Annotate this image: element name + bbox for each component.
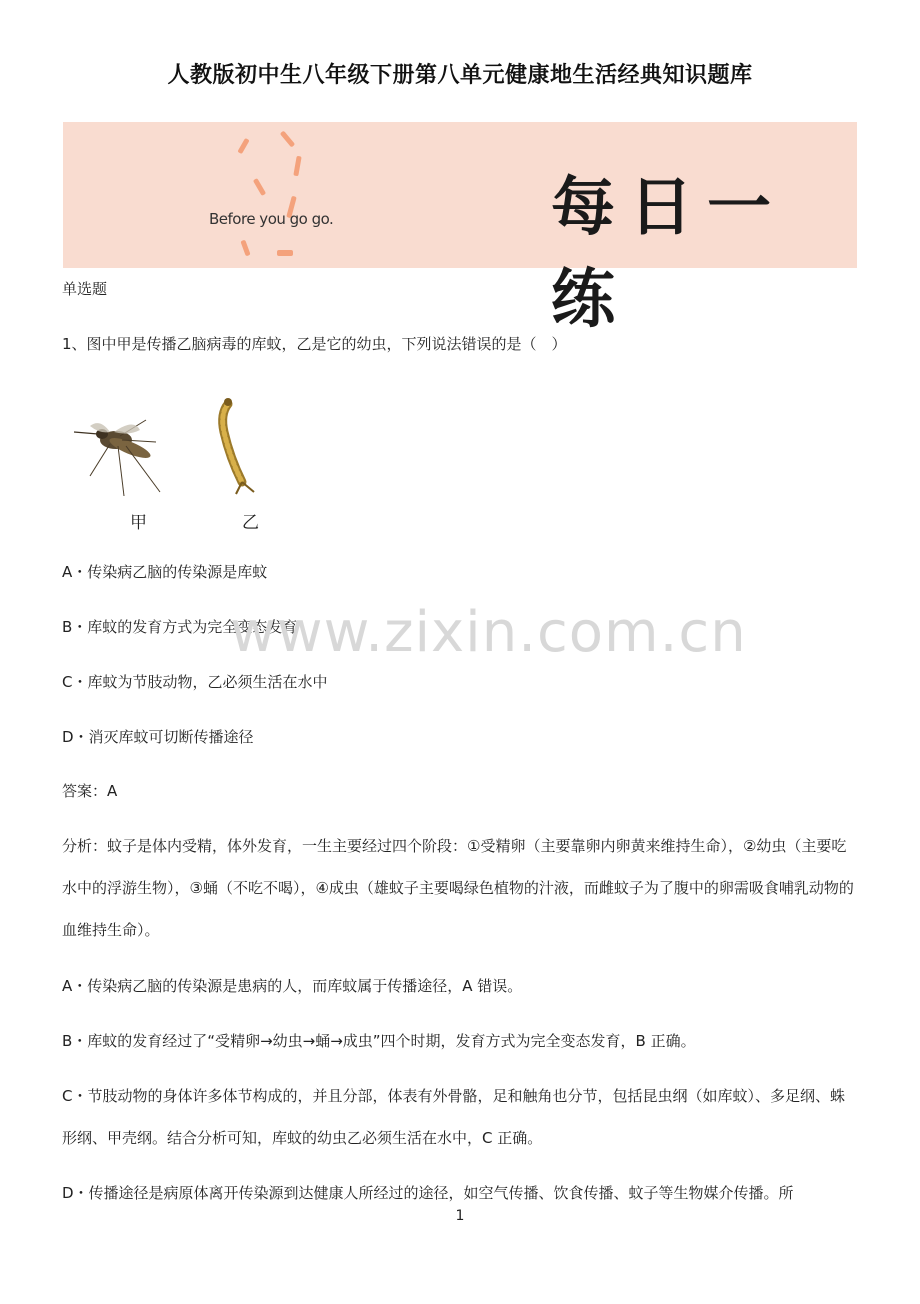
answer-line: 答案：A xyxy=(62,782,118,800)
option-d: D・消灭库蚊可切断传播途径 xyxy=(62,728,254,746)
adult-mosquito-image xyxy=(74,420,160,496)
option-a: A・传染病乙脑的传染源是库蚊 xyxy=(62,563,268,581)
question-figure xyxy=(70,396,300,536)
banner-tagline: Before you go go. xyxy=(209,210,334,228)
analysis-paragraph: 分析：蚊子是体内受精，体外发育，一生主要经过四个阶段：①受精卵（主要靠卵内卵黄来维持生命），②幼虫（主要吃水中的浮游生物），③蛹（不吃不喝），④成虫（雄蚊子主要喝绿色植物的汁液，而雌蚊子为了腹中的卵需吸食哺乳动物的血维持生命）。 xyxy=(62,837,854,939)
banner-decoration xyxy=(240,240,250,257)
analysis-item-b: B・库蚊的发育经过了“受精卵→幼虫→蛹→成虫”四个时期，发育方式为完全变态发育，B 正确。 xyxy=(62,1032,696,1050)
watermark: www.zixin.com.cn xyxy=(230,600,747,665)
mosquito-figure xyxy=(70,396,300,506)
question-stem: 1、图中甲是传播乙脑病毒的库蚊，乙是它的幼虫，下列说法错误的是（ ） xyxy=(62,335,567,353)
option-b: B・库蚊的发育方式为完全变态发育 xyxy=(62,618,298,636)
page-number: 1 xyxy=(455,1208,465,1224)
banner-decoration xyxy=(277,250,293,256)
analysis-item-c: C・节肢动物的身体许多体节构成的，并且分部，体表有外骨骼，足和触角也分节，包括昆虫纲（如库蚊）、多足纲、蛛形纲、甲壳纲。结合分析可知，库蚊的幼虫乙必须生活在水中，C 正确。 xyxy=(62,1087,845,1147)
figure-label-yi: 乙 xyxy=(242,513,259,533)
banner-decoration xyxy=(280,130,295,147)
document-title: 人教版初中生八年级下册第八单元健康地生活经典知识题库 xyxy=(167,63,753,88)
analysis-item-a: A・传染病乙脑的传染源是患病的人，而库蚊属于传播途径，A 错误。 xyxy=(62,977,523,995)
section-label: 单选题 xyxy=(62,280,108,298)
banner-decoration xyxy=(237,138,249,154)
banner-decoration xyxy=(293,156,301,177)
banner-daily-label: 每日一练 xyxy=(551,170,785,337)
option-c: C・库蚊为节肢动物，乙必须生活在水中 xyxy=(62,673,328,691)
mosquito-larva-image xyxy=(223,398,254,494)
banner-decoration xyxy=(253,178,266,196)
figure-label-jia: 甲 xyxy=(130,513,147,533)
analysis-item-d: D・传播途径是病原体离开传染源到达健康人所经过的途径，如空气传播、饮食传播、蚊子等生物媒介传播。所 xyxy=(62,1184,794,1202)
